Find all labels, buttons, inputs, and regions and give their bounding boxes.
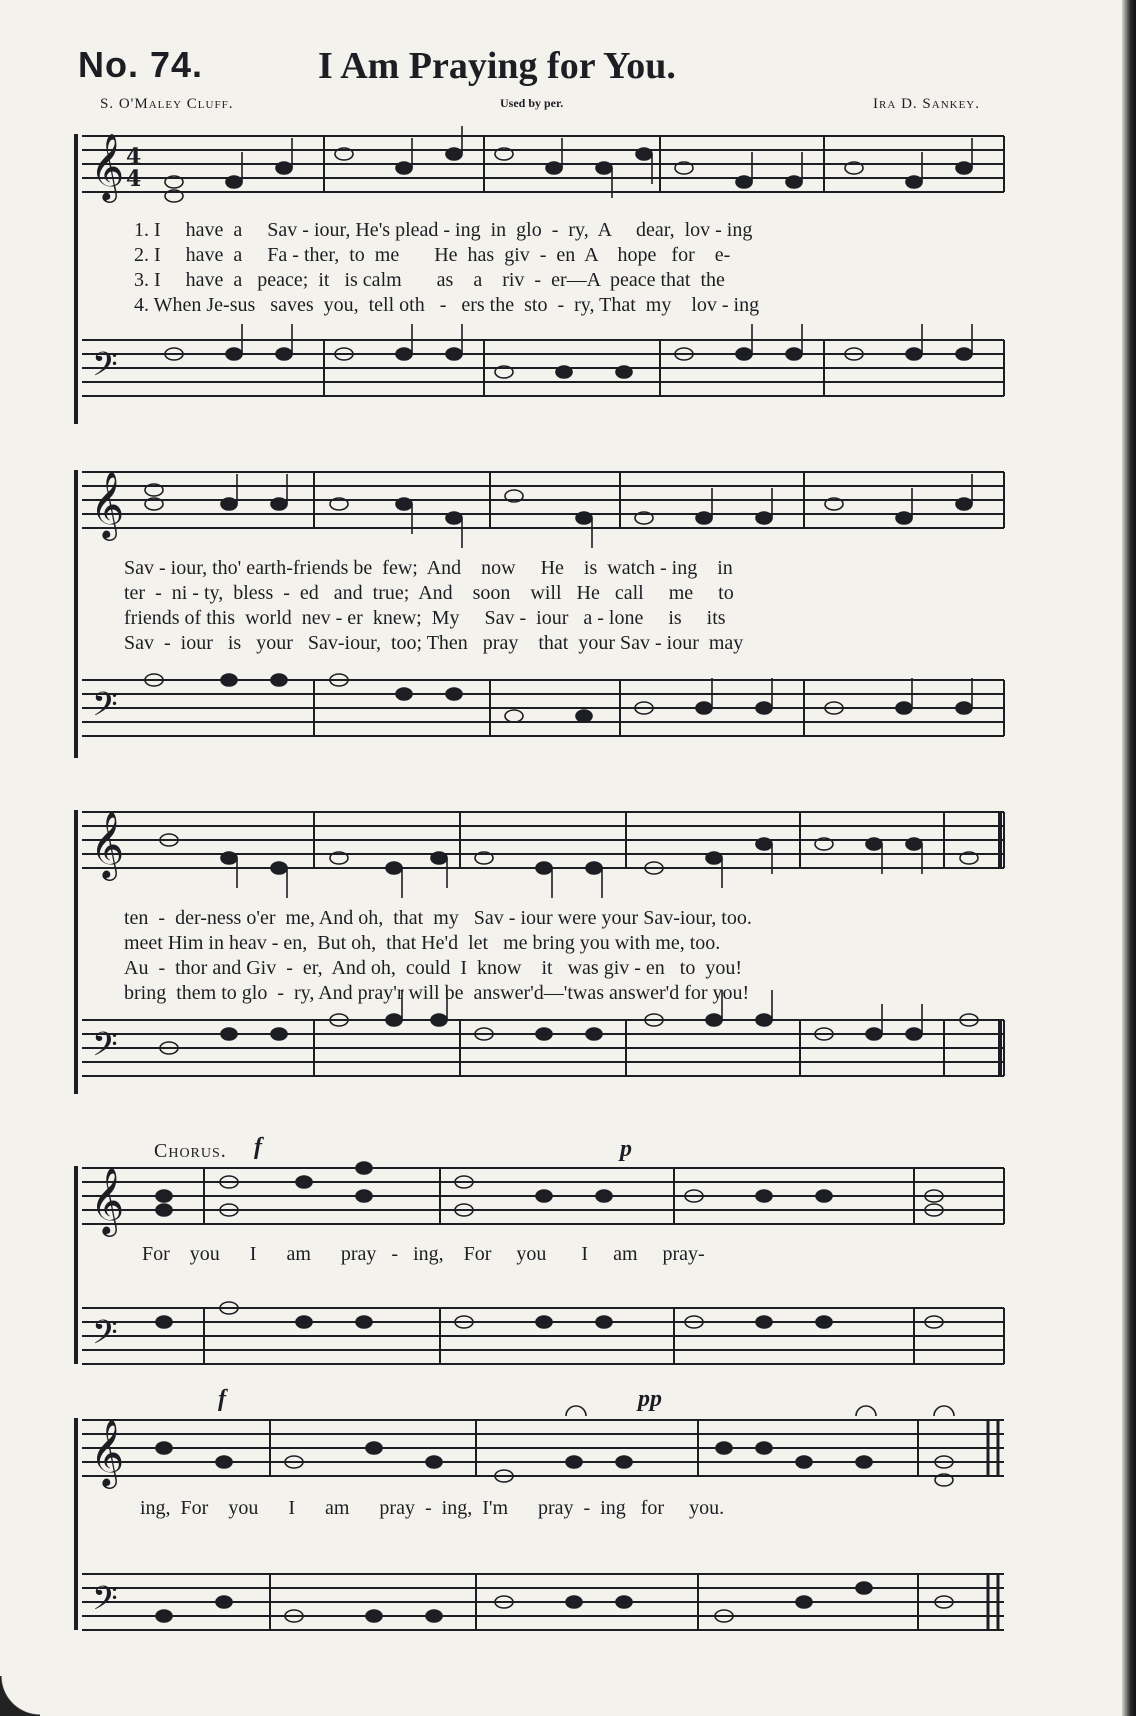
lyric-line: Sav - iour, tho' earth-friends be few; And now He is watch - ing in [124, 557, 733, 579]
score-staves-5 [64, 1400, 1012, 1660]
bass-clef-icon: 𝄢 [92, 1580, 118, 1626]
permission-note: Used by per. [500, 96, 564, 110]
time-sig-bottom: 4 [126, 166, 142, 192]
music-system-2 [64, 468, 1012, 768]
bass-clef-icon: 𝄢 [92, 346, 118, 392]
lyric-line: 1. I have a Sav - iour, He's plead - ing in glo - ry, A dear, lov - ing [134, 219, 753, 241]
dynamic-forte: f [218, 1386, 226, 1412]
lyric-line: 3. I have a peace; it is calm as a riv - er—A peace that the [134, 269, 725, 291]
treble-clef-icon: 𝄞 [90, 1166, 125, 1234]
music-system-3 [64, 808, 1012, 1108]
music-system-1 [64, 124, 1012, 424]
hymn-number: No. 74. [78, 44, 204, 85]
time-sig-top: 4 [126, 144, 142, 170]
hymn-title: I Am Praying for You. [318, 45, 676, 87]
lyricist-credit: S. O'Maley Cluff. [100, 96, 234, 112]
lyric-line: ter - ni - ty, bless - ed and true; And soon will He call me to [124, 582, 734, 604]
chorus-lyric-line: For you I am pray - ing, For you I am pray- [142, 1243, 705, 1265]
lyric-line: Sav - iour is your Sav-iour, too; Then pray that your Sav - iour may [124, 632, 744, 654]
bass-clef-icon: 𝄢 [92, 1026, 118, 1072]
dynamic-pianissimo: pp [638, 1386, 662, 1412]
chorus-label: Chorus. [154, 1140, 227, 1162]
fermata-icons [566, 1406, 954, 1416]
hymn-credits [100, 96, 980, 118]
bass-clef-icon: 𝄢 [92, 1314, 118, 1360]
lyric-line: ten - der-ness o'er me, And oh, that my Sav - iour were your Sav-iour, too. [124, 907, 752, 929]
lyric-line: 4. When Je-sus saves you, tell oth - ers the sto - ry, That my lov - ing [134, 294, 760, 316]
treble-clef-icon: 𝄞 [90, 132, 125, 200]
lyric-line: Au - thor and Giv - er, And oh, could I know it was giv - en to you! [124, 957, 742, 979]
treble-clef-icon: 𝄞 [90, 470, 125, 538]
lyric-line: bring them to glo - ry, And pray'r will be answer'd—'twas answer'd for you! [124, 982, 750, 1004]
treble-staff-1 [82, 136, 1004, 192]
dynamic-forte: f [254, 1134, 262, 1160]
chorus-system-2 [64, 1386, 1012, 1660]
lyric-line: 2. I have a Fa - ther, to me He has giv - en A hope for e- [134, 244, 731, 266]
lyric-line: meet Him in heav - en, But oh, that He'd let me bring you with me, too. [124, 932, 721, 954]
bass-staff-1 [82, 340, 1004, 396]
hymn-header [78, 44, 978, 104]
lyric-line: friends of this world nev - er knew; My Sav - iour a - lone is its [124, 607, 726, 629]
page-corner [0, 1676, 40, 1716]
notes-5 [156, 1442, 953, 1622]
page-edge [1122, 0, 1136, 1716]
composer-credit: Ira D. Sankey. [873, 96, 980, 112]
chorus-system-1 [64, 1134, 1012, 1380]
treble-clef-icon: 𝄞 [90, 810, 125, 878]
bass-clef-icon: 𝄢 [92, 686, 118, 732]
dynamic-piano: p [620, 1136, 632, 1162]
treble-clef-icon: 𝄞 [90, 1418, 125, 1486]
chorus-lyric-line: ing, For you I am pray - ing, I'm pray - ing for you. [140, 1497, 725, 1519]
